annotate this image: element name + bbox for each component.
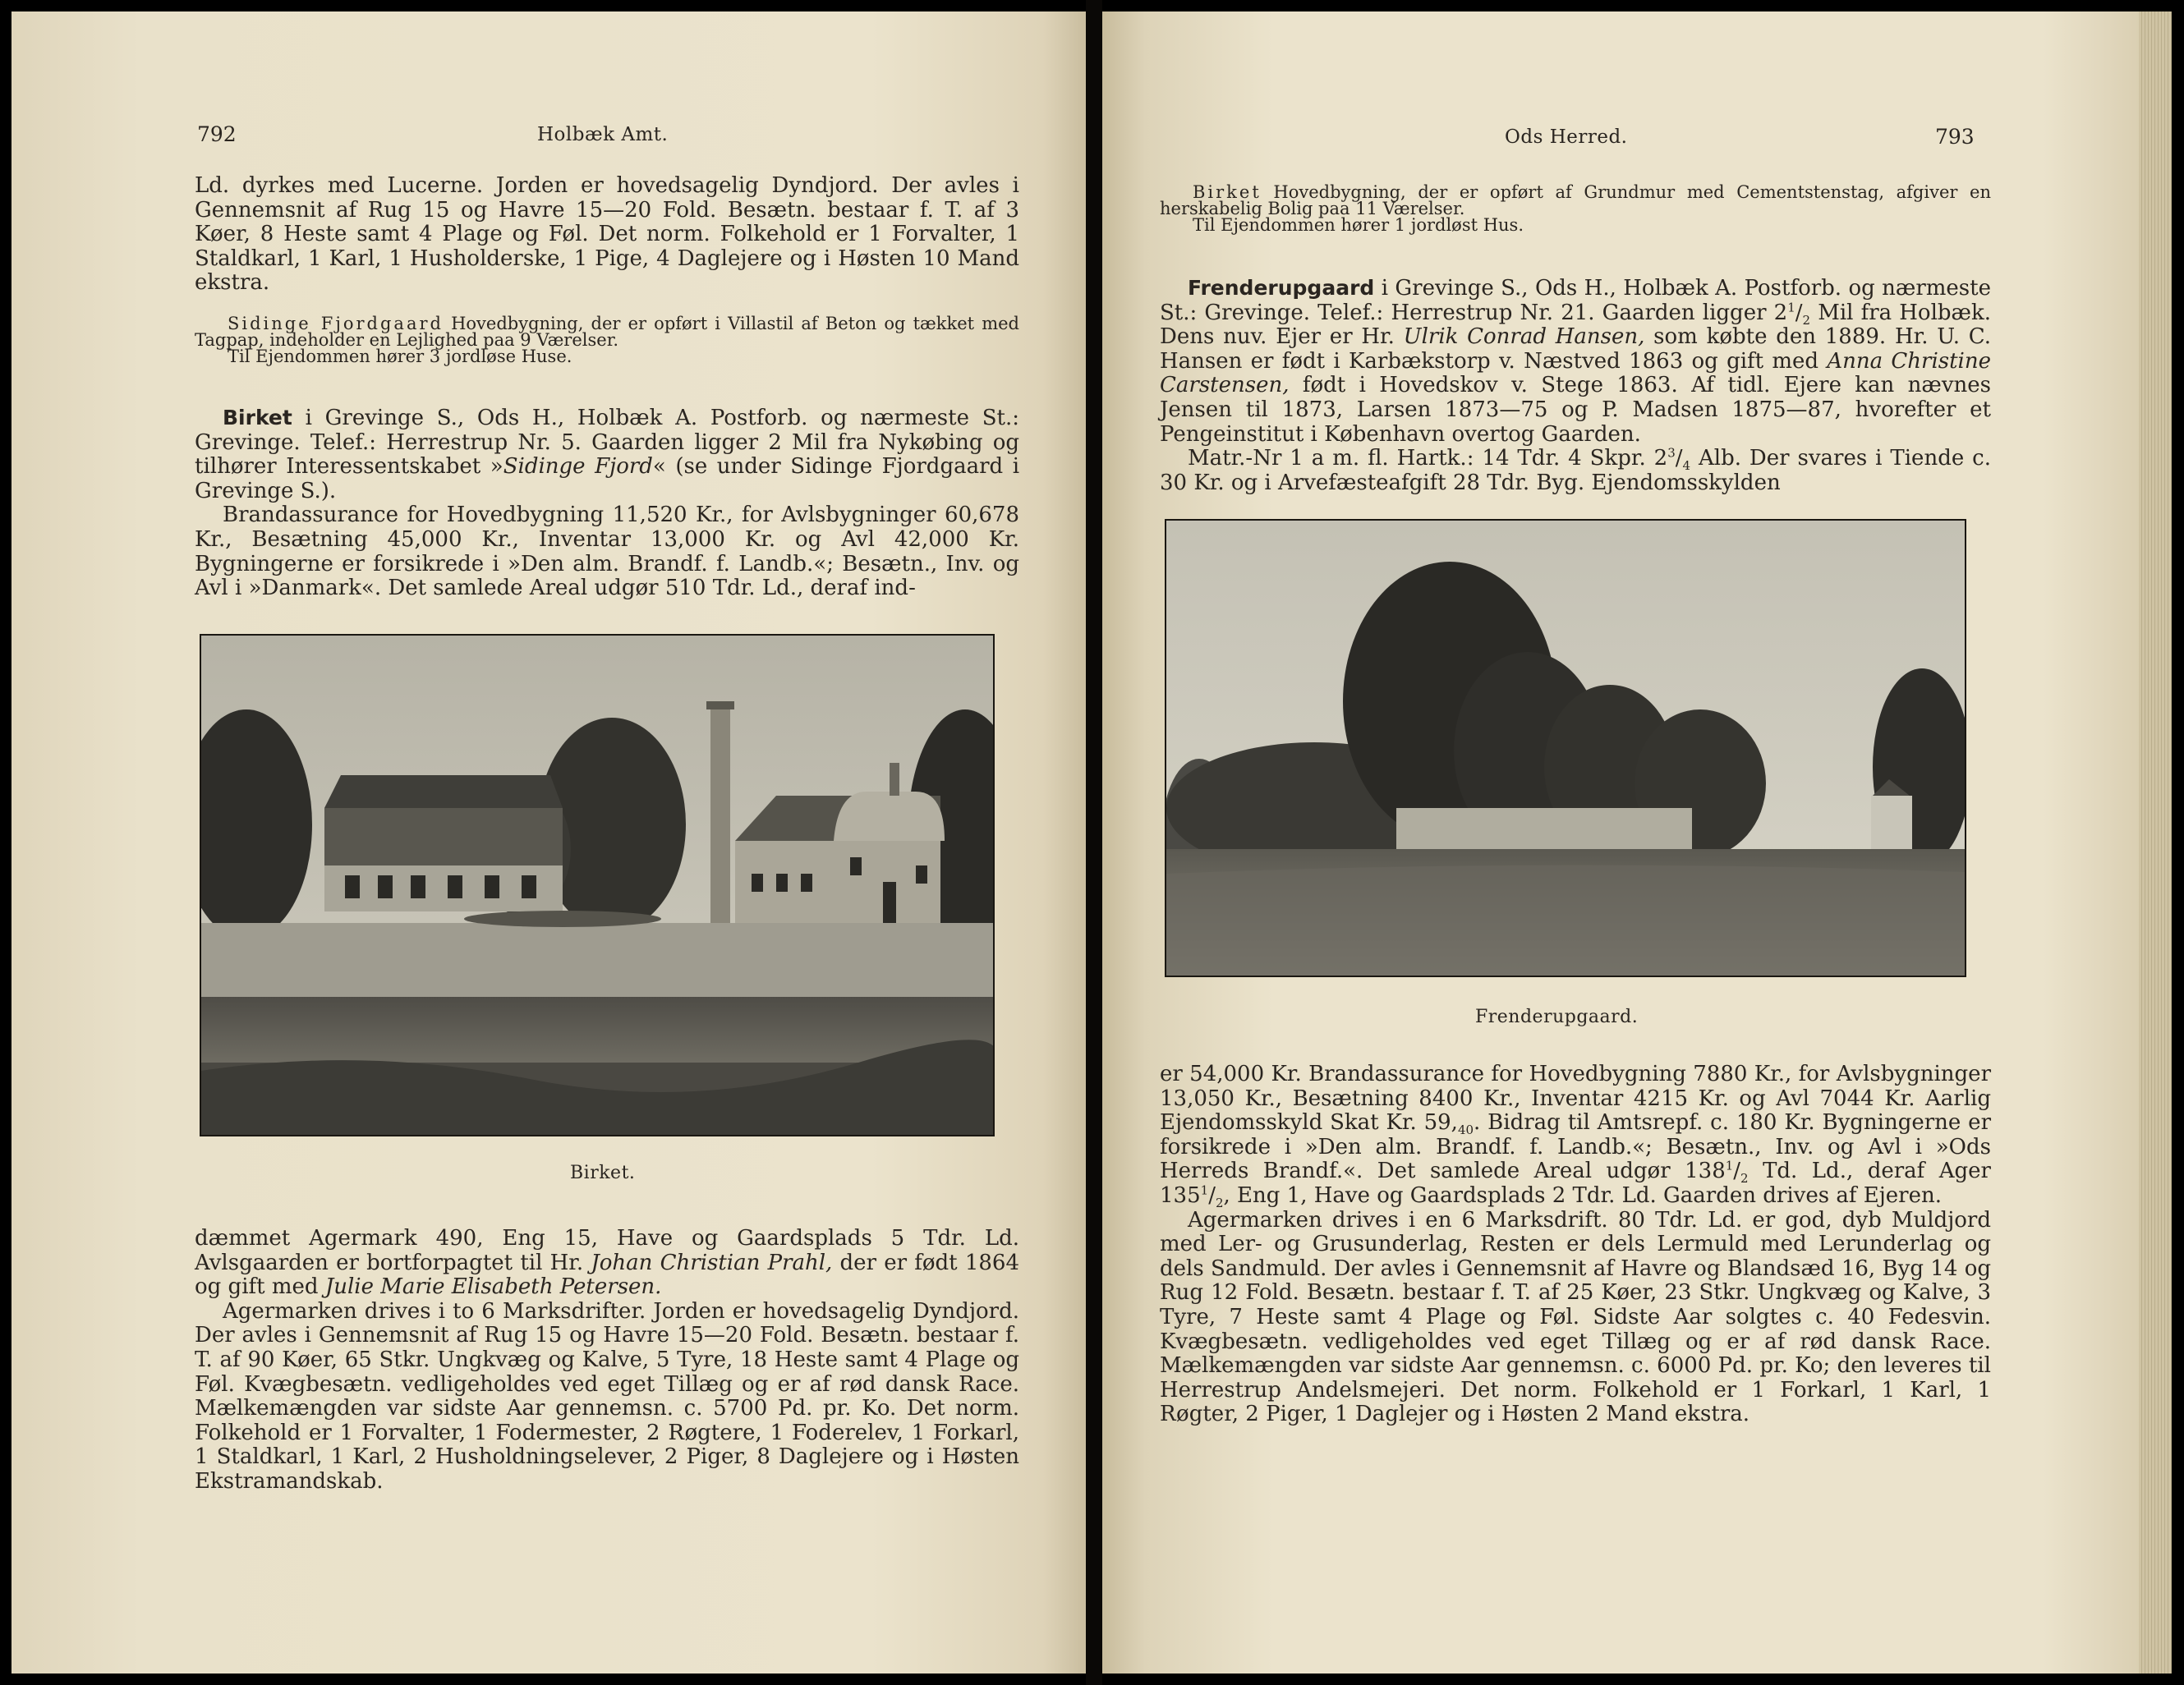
birket-farming: Agermarken drives i to 6 Marksdrifter. Jorden er hovedsagelig Dyndjord. Der avles i Gennemsnit af Rug 15 og Havre 15—20 Fold. Besætn. bestaar f. T. af 90 Køer, 65 Stkr. Ungkvæg og Kalve, 5 Tyre, 18 Heste samt 4 Plage og Føl. Kvægbesætn. vedligeholdes ved eget Tillæg og er af rød dansk Race. Mælkemængden var sidste Aar gennemsn. c. 5700 Pd. pr. Ko. Det norm. Folkehold er 1 Forvalter, 1 Fodermester, 2 Røgtere, 1 Foderelev, 1 Forkarl, 1 Staldkarl, 1 Karl, 2 Husholdningselever, 2 Piger, 8 Daglejere og i Høsten Ekstramandskab. xyxy=(195,1298,1019,1494)
sidinge-fjord-italic: Sidinge Fjord xyxy=(503,454,653,480)
sidinge-name: Sidinge Fjordgaard xyxy=(228,314,444,333)
birket-entry-bottom: dæmmet Agermark 490, Eng 15, Have og Gaardsplads 5 Tdr. Ld. Avlsgaarden er bortforpagtet til Hr. Johan Christian Prahl, der er født 1864 og gift med Julie Marie Elisabeth Petersen. Agermarken drives i to 6 Marksdrifter. Jorden er hovedsagelig Dyndjord. Der avles i Gennemsnit af Rug 15 og Havre 15—20 Fold. Besætn. bestaar f. T. af 90 Køer, 65 Stkr. Ungkvæg og Kalve, 5 Tyre, 18 Heste samt 4 Plage og Føl. Kvægbesætn. vedligeholdes ved eget Tillæg og er af rød dansk Race. Mælkemængden var sidste Aar gennemsn. c. 5700 Pd. pr. Ko. Det norm. Folkehold er 1 Forvalter, 1 Fodermester, 2 Røgtere, 1 Foderelev, 1 Forkarl, 1 Staldkarl, 1 Karl, 2 Husholdningselever, 2 Piger, 8 Daglejere og i Høsten Ekstramandskab. xyxy=(195,1226,1019,1494)
birket-photo xyxy=(200,634,995,1136)
owner-name: Ulrik Conrad Hansen, xyxy=(1403,324,1645,350)
frenderup-photo-caption: Frenderupgaard. xyxy=(1475,1007,1639,1027)
book-gutter xyxy=(1086,0,1102,1685)
page-edge-stack xyxy=(2139,11,2172,1674)
right-page xyxy=(1102,11,2172,1674)
spouse-name: Julie Marie Elisabeth Petersen. xyxy=(324,1274,662,1300)
sidinge-note: Hovedbygning, der er opført i Villastil af Beton og tækket med Tagpap, indeholder en Lejlighed paa 9 Værelser. xyxy=(195,314,1019,350)
page-number-right: 793 xyxy=(1935,125,1975,149)
birket-insurance: Brandassurance for Hovedbygning 11,520 Kr., for Avlsbygninger 60,678 Kr., Besætning 45,000 Kr., Inventar 13,000 Kr. og Avl 42,000 Kr. Bygningerne er forsikrede i »Den alm. Brandf. f. Landb.«; Besætn., Inv. og Avl i »Danmark«. Det samlede Areal udgør 510 Tdr. Ld., deraf ind- xyxy=(195,503,1019,601)
frenderup-farming: Agermarken drives i en 6 Marksdrift. 80 Tdr. Ld. er god, dyb Muldjord med Ler- og Grusunderlag, Resten er dels Lermuld med Lerunderlag og dels Sandmuld. Der avles i Gennemsnit af Havre og Blandsæd 16, Byg 14 og Rug 12 Fold. Besætn. bestaar f. T. af 25 Køer, 23 Stkr. Ungkvæg og Kalve, 3 Tyre, 7 Heste samt 4 Plage og Føl. Sidste Aar solgtes c. 40 Fedesvin. Kvægbesætn. vedligeholdes ved eget Tillæg og er af rød dansk Race. Mælkemængden var sidste Aar gennemsn. c. 6000 Pd. pr. Ko; den leveres til Herrestrup Andelsmejeri. Det norm. Folkehold er 1 Forkarl, 1 Karl, 1 Røgter, 2 Piger, 1 Daglejer og i Høsten 2 Mand ekstra. xyxy=(1160,1207,1991,1427)
sidinge-houses: Til Ejendommen hører 3 jordløse Huse. xyxy=(228,347,572,366)
left-page xyxy=(11,11,1086,1674)
frenderup-entry-bottom: er 54,000 Kr. Brandassurance for Hovedbygning 7880 Kr., for Avlsbygninger 13,050 Kr., Besætning 8400 Kr., Inventar 4215 Kr. og Avl 7044 Kr. Aarlig Ejendomsskyld Skat Kr. $59,_{40}$. Bidrag til Amtsrepf. c. 180 Kr. Bygningerne er forsikrede i »Den alm. Brandf. f. Landb.«; Besætn., Inv. og Avl i »Ods Herreds Brandf.«. Det samlede Areal udgør $138^1/_2$ Td. Ld., deraf Ager $135^1/_2$, Eng 1, Have og Gaardsplads 2 Tdr. Ld. Gaarden drives af Ejeren. Agermarken drives i en 6 Marksdrift. 80 Tdr. Ld. er god, dyb Muldjord med Ler- og Grusunderlag, Resten er dels Lermuld med Lerunderlag og dels Sandmuld. Der avles i Gennemsnit af Havre og Blandsæd 16, Byg 14 og Rug 12 Fold. Besætn. bestaar f. T. af 25 Køer, 23 Stkr. Ungkvæg og Kalve, 3 Tyre, 7 Heste samt 4 Plage og Føl. Sidste Aar solgtes c. 40 Fedesvin. Kvægbesætn. vedligeholdes ved eget Tillæg og er af rød dansk Race. Mælkemængden var sidste Aar gennemsn. c. 6000 Pd. pr. Ko; den leveres til Herrestrup Andelsmejeri. Det norm. Folkehold er 1 Forkarl, 1 Karl, 1 Røgter, 2 Piger, 1 Daglejer og i Høsten 2 Mand ekstra. xyxy=(1160,1062,1991,1427)
intro-paragraph xyxy=(195,174,1019,296)
owner-wife-name: Anna Christine Carstensen, xyxy=(1160,348,1992,398)
frenderup-photo xyxy=(1165,519,1966,977)
birket-photo-caption: Birket. xyxy=(570,1163,636,1183)
birket-entry-top: Birket i Grevinge S., Ods H., Holbæk A. Postforb. og nærmeste St.: Grevinge. Telef.: Herrestrup Nr. 5. Gaarden ligger 2 Mil fra Nykøbing og tilhører Interessentskabet »Sidinge Fjord« (se under Sidinge Fjordgaard i Grevinge S.). Brandassurance for Hovedbygning 11,520 Kr., for Avlsbygninger 60,678 Kr., Besætning 45,000 Kr., Inventar 13,000 Kr. og Avl 42,000 Kr. Bygningerne er forsikrede i »Den alm. Brandf. f. Landb.«; Besætn., Inv. og Avl i »Danmark«. Det samlede Areal udgør 510 Tdr. Ld., deraf ind- xyxy=(195,406,1020,601)
birket-house: Til Ejendommen hører 1 jordløst Hus. xyxy=(1193,215,1524,235)
frenderup-entry-top: Frenderupgaard i Grevinge S., Ods H., Holbæk A. Postforb. og nærmeste St.: Grevinge. Telef.: Herrestrup Nr. 21. Gaarden ligger $2^1/_2$ Mil fra Holbæk. Dens nuv. Ejer er Hr. Ulrik Conrad Hansen, som købte den 1889. Hr. U. C. Hansen er født i Karbækstorp v. Næstved 1863 og gift med Anna Christine Carstensen, født i Hovedskov v. Stege 1863. Af tidl. Ejere kan nævnes Jensen til 1873, Larsen 1873—75 og P. Madsen 1875—87, hvorefter et Pengeinstitut i København overtog Gaarden. Matr.-Nr 1 a m. fl. Hartk.: 14 Tdr. 4 Skpr. $2^3/_4$ Alb. Der svares i Tiende c. 30 Kr. og i Arvefæsteafgift 28 Tdr. Byg. Ejendomsskylden xyxy=(1160,276,1992,495)
running-head-right: Ods Herred. xyxy=(1505,126,1628,148)
intro-text: Ld. dyrkes med Lucerne. Jorden er hovedsagelig Dyndjord. Der avles i Gennemsnit af Rug 15 og Havre 15—20 Fold. Besætn. bestaar f. T. af 3 Køer, 8 Heste samt 4 Plage og Føl. Det norm. Folkehold er 1 Forvalter, 1 Staldkarl, 1 Karl, 1 Husholderske, 1 Pige, 4 Daglejere og i Høsten 10 Mand ekstra. xyxy=(195,173,1019,296)
birket-name-spaced: Birket xyxy=(1193,182,1262,202)
sidinge-note-block xyxy=(195,315,1019,365)
birket-note-block: Birket Hovedbygning, der er opført af Grundmur med Cementstenstag, afgiver en herskabelig Bolig paa 11 Værelser. Til Ejendommen hører 1 jordløst Hus. xyxy=(1160,182,1991,235)
birket-heading: Birket xyxy=(223,406,292,429)
tenant-name: Johan Christian Prahl, xyxy=(591,1250,833,1275)
frenderup-heading: Frenderupgaard xyxy=(1188,276,1375,300)
page-number-left: 792 xyxy=(197,122,237,146)
running-head-left: Holbæk Amt. xyxy=(537,124,669,145)
